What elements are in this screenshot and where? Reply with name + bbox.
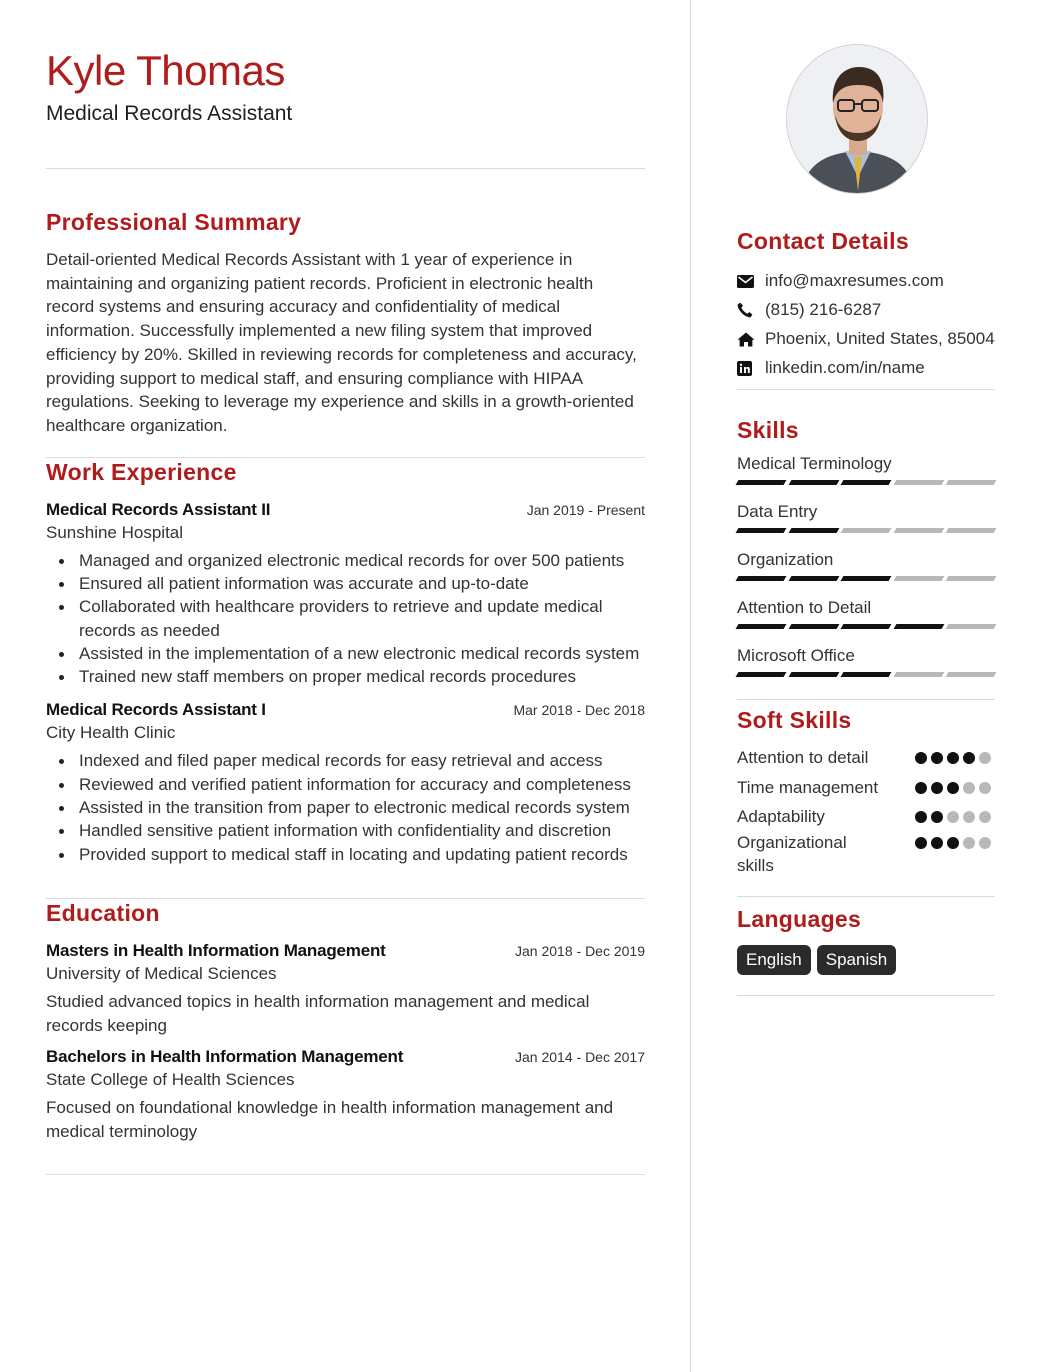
skill-name: Microsoft Office [737,646,855,665]
school-name: State College of Health Sciences [46,1070,295,1090]
rating-dot-filled [963,752,975,764]
rating-dot-filled [915,752,927,764]
job-employer: City Health Clinic [46,723,176,743]
skills-list [737,454,995,677]
skill-level-bar [737,528,995,533]
soft-skills-list [737,746,995,878]
contact-phone[interactable] [737,298,995,322]
skill-name: Organization [737,550,834,569]
skill-segment-empty [893,480,943,485]
candidate-title: Medical Records Assistant [46,102,293,125]
soft-skill-item [737,746,995,770]
degree-description: Studied advanced topics in health information management and medical records keeping [46,991,590,1035]
contact-divider [737,389,995,390]
skill-segment-filled [788,672,838,677]
degree-dates: Jan 2014 - Dec 2017 [515,1049,645,1066]
profile-photo [786,44,928,194]
candidate-name: Kyle Thomas [46,47,285,94]
bullet-item: Collaborated with healthcare providers to retrieve and update medical records as needed [46,595,645,642]
rating-dot-empty [979,782,991,794]
summary-section [46,209,645,438]
contact-location-text: Phoenix, United States, 85004 [765,329,995,348]
skill-segment-empty [946,576,996,581]
contact-heading: Contact Details [737,228,909,254]
profile-photo-portrait [787,45,928,194]
education-heading: Education [46,899,160,926]
skill-segment-filled [893,624,943,629]
bullet-item: Reviewed and verified patient information for accuracy and completeness [46,773,645,796]
skill-segment-empty [841,528,891,533]
main-column [46,40,645,1175]
skill-segment-filled [788,480,838,485]
education-entry [46,1047,645,1143]
bullet-item: Managed and organized electronic medical records for over 500 patients [46,549,645,572]
rating-dot-empty [963,811,975,823]
school-name: University of Medical Sciences [46,963,277,983]
contact-email-text: info@maxresumes.com [765,271,944,290]
summary-text: Detail-oriented Medical Records Assistant with 1 year of experience in maintaining and organizing patient records. Proficient in electronic health record systems and ensuring accuracy and confidentiality of medical information. Successfully implemented a new filing system that improved efficiency by 20%. Skilled in reviewing records for completeness and accuracy, providing support to medical staff, and ensuring compliance with HIPAA regulations. Seeking to leverage my experience and skills in a growth-oriented healthcare organization. [46,250,637,435]
soft-skill-rating [915,776,995,794]
skill-item [737,646,995,677]
soft-skill-name: Time management [737,777,879,797]
rating-dot-filled [947,782,959,794]
soft-skill-rating [915,831,995,849]
skill-level-bar [737,480,995,485]
home-icon [737,327,765,351]
contact-email[interactable] [737,269,995,293]
degree-description: Focused on foundational knowledge in health information management and medical terminology [46,1098,614,1141]
education-section [46,900,645,1144]
column-divider [690,0,691,1372]
skill-segment-filled [788,576,838,581]
soft-skill-rating [915,805,995,823]
skill-item [737,454,995,485]
rating-dot-filled [947,752,959,764]
experience-divider [46,898,645,899]
degree-name: Masters in Health Information Management [46,940,386,960]
languages-heading: Languages [737,905,862,932]
bullet-item: Trained new staff members on proper medical records procedures [46,665,645,688]
skill-segment-filled [841,480,891,485]
education-entry [46,941,645,1037]
skill-segment-empty [893,528,943,533]
skill-item [737,502,995,533]
rating-dot-filled [931,837,943,849]
degree-name: Bachelors in Health Information Management [46,1047,404,1067]
job-dates: Jan 2019 - Present [526,501,645,518]
skill-segment-filled [736,528,786,533]
bullet-item: Indexed and filed paper medical records for easy retrieval and access [46,749,645,772]
skill-segment-filled [736,576,786,581]
rating-dot-empty [979,811,991,823]
rating-dot-filled [915,837,927,849]
languages-divider [737,995,995,996]
rating-dot-filled [931,811,943,823]
skill-item [737,598,995,629]
header-divider [46,168,645,169]
job-entry [46,500,645,689]
language-pill: Spanish [817,945,896,975]
skill-level-bar [737,576,995,581]
summary-divider [46,457,645,458]
job-employer: Sunshine Hospital [46,522,184,542]
skill-item [737,550,995,581]
job-entry [46,700,645,865]
skill-segment-filled [736,672,786,677]
soft-skill-item [737,805,995,829]
rating-dot-filled [931,782,943,794]
skills-heading: Skills [737,417,799,443]
soft-skills-heading: Soft Skills [737,707,852,733]
language-list [737,945,995,975]
skill-segment-empty [946,624,996,629]
rating-dot-filled [915,811,927,823]
rating-dot-empty [963,782,975,794]
summary-heading: Professional Summary [46,209,302,235]
contact-phone-text: (815) 216-6287 [765,300,882,319]
rating-dot-filled [931,752,943,764]
job-role: Medical Records Assistant I [46,700,266,720]
skill-segment-empty [946,480,996,485]
bullet-item: Provided support to medical staff in locating and updating patient records [46,843,645,866]
skill-segment-filled [788,624,838,629]
skill-segment-filled [736,624,786,629]
soft-skill-rating [915,746,995,764]
experience-section [46,459,645,866]
skill-segment-empty [893,672,943,677]
job-bullets [46,549,645,689]
experience-heading: Work Experience [46,458,237,485]
contact-linkedin-text: linkedin.com/in/name [765,358,925,377]
envelope-icon [737,269,765,293]
skill-name: Data Entry [737,502,818,521]
rating-dot-empty [963,837,975,849]
soft-skill-name: Attention to detail [737,748,869,767]
rating-dot-empty [979,837,991,849]
skill-segment-filled [841,672,891,677]
sidebar-column [737,44,995,996]
soft-skill-item [737,831,995,878]
soft-skill-item [737,776,995,800]
rating-dot-filled [915,782,927,794]
degree-dates: Jan 2018 - Dec 2019 [515,942,645,959]
skill-segment-filled [736,480,786,485]
skill-segment-empty [893,576,943,581]
soft-skill-name: Adaptability [737,807,825,826]
skill-level-bar [737,624,995,629]
bullet-item: Handled sensitive patient information with confidentiality and discretion [46,819,645,842]
rating-dot-empty [947,811,959,823]
skill-name: Attention to Detail [737,598,872,617]
job-role: Medical Records Assistant II [46,499,271,519]
bullet-item: Assisted in the implementation of a new electronic medical records system [46,642,645,665]
skill-segment-filled [788,528,838,533]
skills-divider [737,699,995,700]
education-divider [46,1174,645,1175]
job-bullets [46,749,645,865]
contact-location [737,327,995,351]
phone-icon [737,298,765,322]
rating-dot-filled [947,837,959,849]
soft-skill-name: Organizational skills [737,832,847,875]
skill-segment-empty [946,528,996,533]
skill-name: Medical Terminology [737,454,892,473]
job-dates: Mar 2018 - Dec 2018 [513,702,645,719]
language-pill: English [737,945,811,975]
bullet-item: Assisted in the transition from paper to electronic medical records system [46,796,645,819]
contact-list [737,269,995,380]
skill-segment-empty [946,672,996,677]
rating-dot-empty [979,752,991,764]
contact-linkedin[interactable] [737,356,995,380]
skill-segment-filled [841,624,891,629]
bullet-item: Ensured all patient information was accurate and up-to-date [46,572,645,595]
skill-segment-filled [841,576,891,581]
soft-skills-divider [737,896,995,897]
skill-level-bar [737,672,995,677]
linkedin-icon [737,356,765,380]
